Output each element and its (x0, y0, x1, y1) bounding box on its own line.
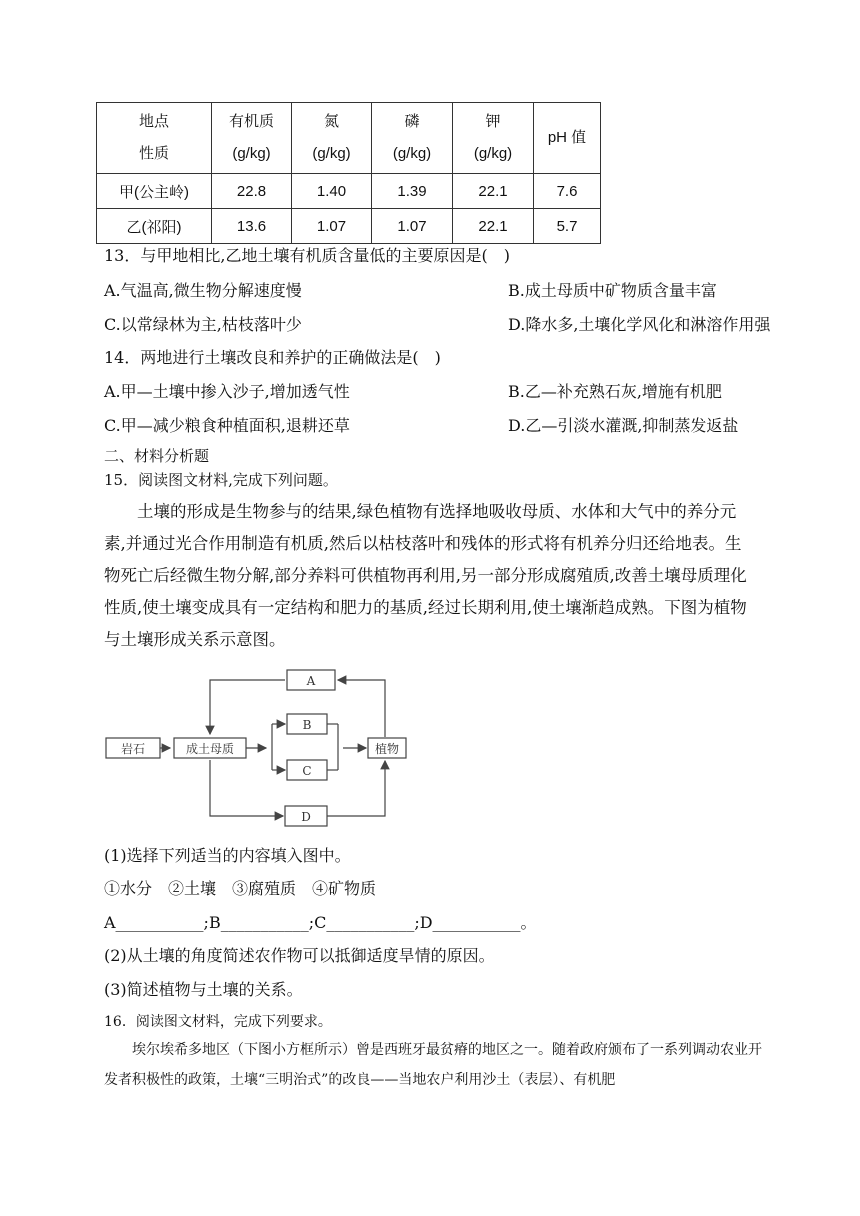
parent-material-label: 成土母质 (185, 742, 235, 756)
table-cell: 1.07 (372, 209, 453, 244)
q14-options-row1 (104, 379, 722, 402)
table-cell: 乙(祁阳) (97, 209, 212, 244)
q14-stem: 14．两地进行土壤改良和养护的正确做法是( ) (104, 348, 441, 367)
header-potassium: 钾 (g/kg) (453, 103, 534, 174)
table-cell: 22.8 (212, 174, 292, 209)
table-cell: 1.40 (292, 174, 372, 209)
q15-stem: 15．阅读图文材料,完成下列问题。 (104, 471, 338, 489)
header-location: 地点 性质 (97, 103, 212, 174)
rock-label: 岩石 (120, 742, 146, 756)
header-phosphorus: 磷 (g/kg) (372, 103, 453, 174)
q13-option-c[interactable]: C.以常绿林为主,枯枝落叶少 (104, 315, 302, 334)
plant-label: 植物 (374, 742, 400, 756)
header-organic: 有机质 (g/kg) (212, 103, 292, 174)
q14-option-a[interactable]: A.甲—土壤中掺入沙子,增加透气性 (104, 382, 350, 401)
q14-option-d[interactable]: D.乙—引淡水灌溉,抑制蒸发返盐 (508, 416, 739, 435)
label-d: D (301, 810, 311, 824)
section-heading: 二、材料分析题 (104, 447, 210, 465)
table-cell: 22.1 (453, 209, 534, 244)
table-cell: 甲(公主岭) (97, 174, 212, 209)
header-nitrogen: 氮 (g/kg) (292, 103, 372, 174)
q13-options-row1 (104, 278, 717, 301)
label-a: A (306, 674, 316, 688)
table-cell: 1.07 (292, 209, 372, 244)
q15-paragraph: 土壤的形成是生物参与的结果,绿色植物有选择地吸收母质、水体和大气中的养分元素,并通过光合作用制造有机质,然后以枯枝落叶和残体的形式将有机养分归还给地表。生物死亡后经微生物分解,部分养料可供植物再利用,另一部分形成腐殖质,改善土壤母质理化性质,使土壤变成具有一定结构和肥力的基质,经过长期利用,使土壤渐趋成熟。下图为植物与土壤形成关系示意图。 (104, 502, 747, 649)
q13-option-d[interactable]: D.降水多,土壤化学风化和淋溶作用强 (508, 315, 771, 334)
q15-blanks[interactable]: A___________;B___________;C___________;D___________。 (104, 913, 537, 932)
q14-option-b[interactable]: B.乙—补充熟石灰,增施有机肥 (508, 382, 722, 401)
q15-options: ①水分 ②土壤 ③腐殖质 ④矿物质 (104, 879, 377, 898)
q14-options-row2 (104, 413, 739, 436)
q15-sub3: (3)简述植物与土壤的关系。 (104, 980, 303, 999)
soil-data-table (96, 102, 601, 244)
table-cell: 13.6 (212, 209, 292, 244)
q15-sub1: (1)选择下列适当的内容填入图中。 (104, 846, 351, 865)
q13-options-row2 (104, 312, 771, 335)
label-c: C (302, 764, 312, 778)
q13-option-a[interactable]: A.气温高,微生物分解速度慢 (104, 281, 302, 300)
q16-stem: 16．阅读图文材料，完成下列要求。 (104, 1014, 332, 1030)
table-cell: 7.6 (534, 174, 601, 209)
table-row (97, 209, 601, 244)
table-cell: 5.7 (534, 209, 601, 244)
table-row (97, 174, 601, 209)
q13-option-b[interactable]: B.成土母质中矿物质含量丰富 (508, 281, 717, 300)
header-ph: pH 值 (534, 103, 601, 174)
label-b: B (302, 718, 312, 732)
plant-soil-diagram (100, 664, 420, 834)
q15-sub2: (2)从土壤的角度简述农作物可以抵御适度旱情的原因。 (104, 946, 495, 965)
q14-option-c[interactable]: C.甲—减少粮食种植面积,退耕还草 (104, 416, 350, 435)
q16-paragraph: 埃尔埃希多地区（下图小方框所示）曾是西班牙最贫瘠的地区之一。随着政府颁布了一系列调动农业开发者积极性的政策，土壤“三明治式”的改良——当地农户利用沙土（表层）、有机肥 (104, 1042, 762, 1088)
table-cell: 22.1 (453, 174, 534, 209)
table-cell: 1.39 (372, 174, 453, 209)
q13-stem: 13．与甲地相比,乙地土壤有机质含量低的主要原因是( ) (104, 246, 510, 265)
